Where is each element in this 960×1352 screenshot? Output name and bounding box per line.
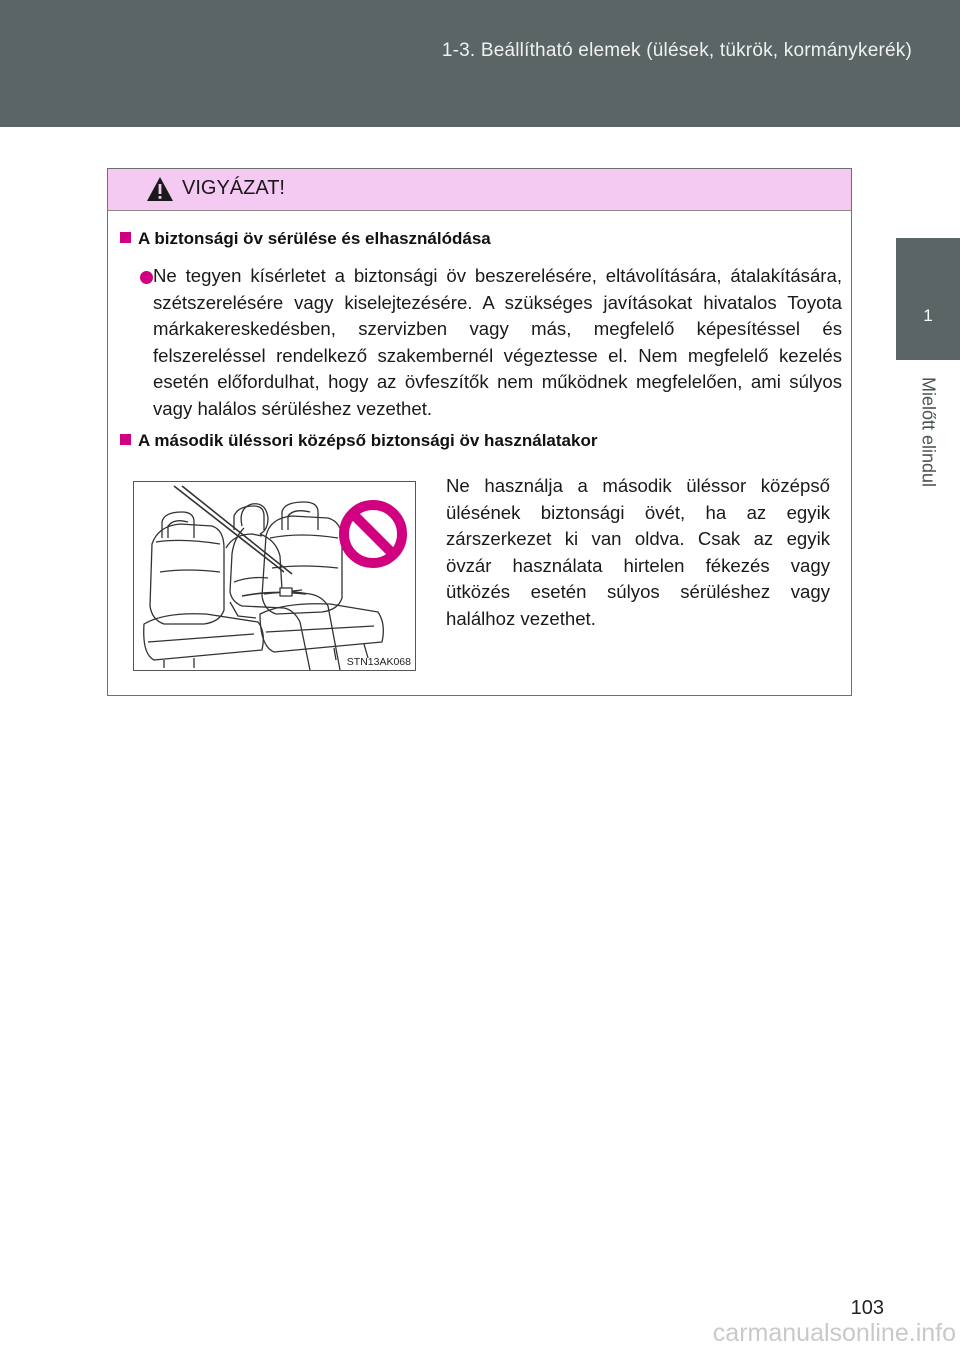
seatbelt-illustration bbox=[133, 481, 416, 671]
header-title: 1-3. Beállítható elemek (ülések, tükrök, kormánykerék) bbox=[441, 40, 912, 61]
prohibited-icon bbox=[338, 499, 408, 569]
caution-box bbox=[107, 168, 852, 696]
bullet-square-icon bbox=[120, 434, 131, 445]
caution-title: VIGYÁZAT! bbox=[182, 177, 285, 199]
section-heading-2 bbox=[120, 431, 597, 451]
chapter-tab bbox=[896, 238, 960, 360]
bullet-square-icon bbox=[120, 232, 131, 243]
watermark: carmanualsonline.info bbox=[712, 1319, 956, 1347]
section-heading-2-text: A második üléssori középső biztonsági öv használatakor bbox=[138, 431, 598, 450]
bullet-circle-icon bbox=[140, 271, 153, 284]
section-heading-1-text: A biztonsági öv sérülése és elhasználódása bbox=[138, 229, 491, 248]
figure-code: STN13AK068 bbox=[346, 656, 411, 668]
chapter-number: 1 bbox=[923, 306, 933, 325]
page-number: 103 bbox=[850, 1297, 884, 1319]
warning-triangle-icon bbox=[146, 176, 174, 202]
chapter-label: Mielőtt elindul bbox=[918, 376, 939, 488]
header-bar bbox=[0, 0, 960, 127]
section-1-text: Ne tegyen kísérletet a biztonsági öv beszerelésére, eltávolítására, átalakítására, szétszerelésére vagy kiselejtezésére. A szükséges javításokat hivatalos Toyota márkakereskedésben, szervizben vagy más, megfelelő képesítéssel és felszereléssel rendelkező szakembernél végeztesse el. Nem megfelelő kezelés esetén előfordulhat, hogy az övfeszítők nem működnek megfelelően, ami súlyos vagy halálos sérüléshez vezethet. bbox=[153, 265, 842, 419]
section-2-text: Ne használja a második üléssor középső ülésének biztonsági övét, ha az egyik zárszerkezet ki van oldva. Csak az egyik övzár használata hirtelen fékezés vagy ütközés esetén súlyos sérüléshez vagy halálhoz vezethet. bbox=[446, 475, 830, 629]
caution-header bbox=[108, 169, 851, 211]
section-heading-1 bbox=[120, 229, 491, 249]
